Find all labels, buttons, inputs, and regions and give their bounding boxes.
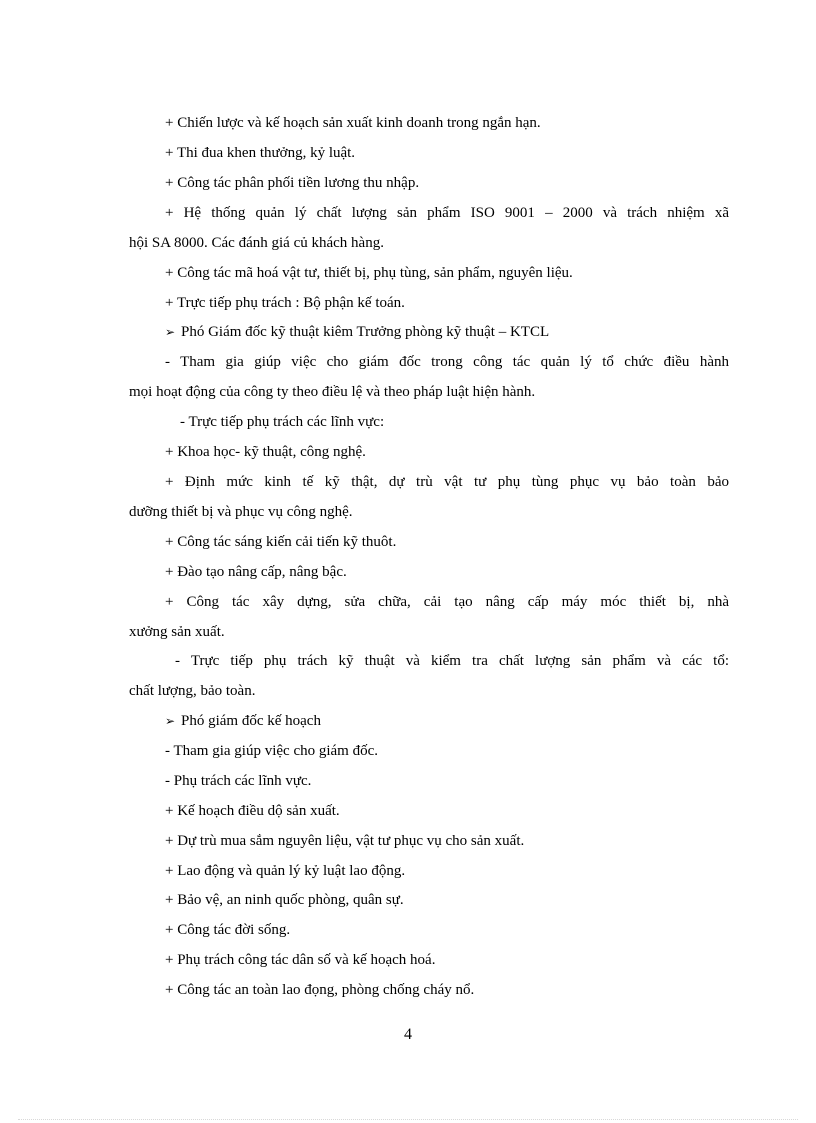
text-line: + Thi đua khen thưởng, kỷ luật. [165,145,356,161]
section-heading-text: Phó Giám đốc kỹ thuật kiêm Trưởng phòng kỹ thuật – KTCL [181,324,550,340]
text-line: + Công tác xây dựng, sửa chữa, cải tạo nâng cấp máy móc thiết bị, nhà [165,594,729,610]
text-line: + Bảo vệ, an ninh quốc phòng, quân sự. [165,892,404,908]
text-line: + Công tác an toàn lao đọng, phòng chống cháy nổ. [165,982,475,998]
text-line: + Công tác phân phối tiền lương thu nhập. [165,175,420,191]
text-line: + Công tác mã hoá vật tư, thiết bị, phụ tùng, sản phẩm, nguyên liệu. [165,265,573,281]
text-line: - Tham gia giúp việc cho giám đốc trong công tác quản lý tổ chức điều hành [165,354,729,370]
text-line: + Trực tiếp phụ trách : Bộ phận kế toán. [165,295,405,311]
text-line: xưởng sản xuất. [129,624,225,640]
text-line: chất lượng, bảo toàn. [129,683,256,699]
text-line: + Khoa học- kỹ thuật, công nghệ. [165,444,366,460]
section-heading [165,322,549,342]
text-line: hội SA 8000. Các đánh giá củ khách hàng. [129,235,384,251]
section-heading [165,711,321,731]
text-line: + Định mức kinh tế kỹ thật, dự trù vật tư phụ tùng phục vụ bảo toàn bảo [165,474,729,490]
text-line: - Phụ trách các lĩnh vực. [165,773,312,789]
text-line: + Công tác sáng kiến cải tiến kỹ thuôt. [165,534,397,550]
page-bottom-rule [18,1119,798,1120]
text-line: + Chiến lược và kế hoạch sản xuất kinh doanh trong ngắn hạn. [165,115,541,131]
text-line: - Trực tiếp phụ trách kỹ thuật và kiểm tra chất lượng sản phẩm và các tổ: [175,653,729,669]
text-line: + Kế hoạch điều dộ sản xuất. [165,803,340,819]
text-line: + Phụ trách công tác dân số và kế hoạch hoá. [165,952,436,968]
text-line: + Công tác đời sống. [165,922,291,938]
text-line: + Lao động và quản lý kỷ luật lao động. [165,863,406,879]
page-number: 4 [404,1026,412,1043]
text-line: - Trực tiếp phụ trách các lĩnh vực: [180,414,385,430]
arrow-bullet-icon: ➢ [165,325,176,339]
text-line: + Dự trù mua sắm nguyên liệu, vật tư phục vụ cho sản xuất. [165,833,525,849]
section-heading-text: Phó giám đốc kế hoạch [181,713,321,729]
text-line: + Hệ thống quản lý chất lượng sản phẩm ISO 9001 – 2000 và trách nhiệm xã [165,205,729,221]
text-line: mọi hoạt động của công ty theo điều lệ và theo pháp luật hiện hành. [129,384,536,400]
text-line: dưỡng thiết bị và phục vụ công nghệ. [129,504,353,520]
text-line: - Tham gia giúp việc cho giám đốc. [165,743,378,759]
text-line: + Đào tạo nâng cấp, nâng bậc. [165,564,347,580]
arrow-bullet-icon: ➢ [165,714,176,728]
